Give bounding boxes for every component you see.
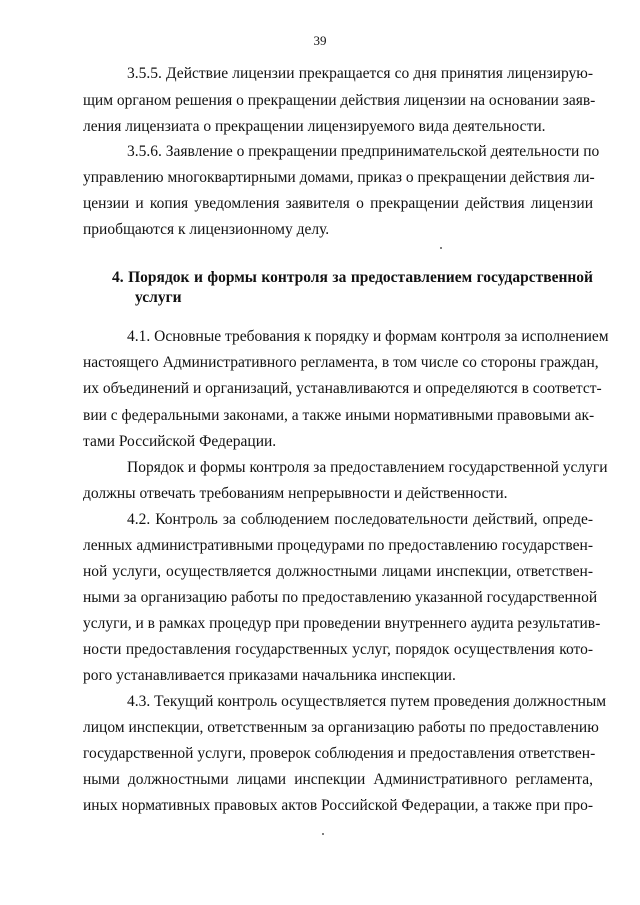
paragraph-4-2-line: 4.2. Контроль за соблюдением последовательности действий, опреде-	[127, 511, 593, 528]
paragraph-3-5-5-line: ления лицензиата о прекращении лицензируемого вида деятельности.	[83, 118, 546, 135]
paragraph-3-5-6-line: управлению многоквартирными домами, приказ о прекращении действия ли-	[83, 169, 595, 186]
paragraph-4-1-line: вии с федеральными законами, а также иными нормативными правовыми ак-	[83, 407, 595, 424]
scan-speck	[440, 247, 442, 249]
section-4-heading-line: 4. Порядок и формы контроля за предоставлением государственной	[112, 269, 593, 286]
page-number: 39	[313, 33, 327, 48]
paragraph-4-1-continued-line: Порядок и формы контроля за предоставлением государственной услуги	[127, 459, 608, 476]
paragraph-3-5-5-line: щим органом решения о прекращении действия лицензии на основании заяв-	[83, 92, 596, 109]
paragraph-4-2-line: ной услуги, осуществляется должностными лицами инспекции, ответствен-	[83, 563, 593, 580]
paragraph-4-1-line: настоящего Административного регламента, в том числе со стороны граждан,	[83, 354, 599, 371]
paragraph-4-1-line: тами Российской Федерации.	[83, 433, 277, 450]
paragraph-4-2-line: услуги, и в рамках процедур при проведении внутреннего аудита результатив-	[83, 615, 601, 632]
paragraph-4-1-line: 4.1. Основные требования к порядку и формам контроля за исполнением	[127, 328, 609, 345]
paragraph-4-2-line: ности предоставления государственных услуг, порядок осуществления кото-	[83, 641, 593, 658]
paragraph-4-1-continued-line: должны отвечать требованиям непрерывности и действенности.	[83, 485, 508, 502]
paragraph-4-2-line: ными за организацию работы по предоставлению указанной государственной	[83, 589, 598, 606]
paragraph-4-3-line: лицом инспекции, ответственным за организацию работы по предоставлению	[83, 719, 599, 736]
paragraph-4-3-line: государственной услуги, проверок соблюдения и предоставления ответствен-	[83, 745, 596, 762]
section-4-heading-line: услуги	[135, 289, 182, 306]
paragraph-4-3-line: ными должностными лицами инспекции Административного регламента,	[83, 771, 593, 788]
paragraph-3-5-5-line: 3.5.5. Действие лицензии прекращается со дня принятия лицензирую-	[127, 65, 593, 82]
paragraph-3-5-6-line: цензии и копия уведомления заявителя о прекращении действия лицензии	[83, 195, 593, 212]
paragraph-4-1-line: их объединений и организаций, устанавливаются и определяются в соответст-	[83, 380, 602, 397]
scan-speck	[322, 833, 324, 835]
paragraph-3-5-6-line: 3.5.6. Заявление о прекращении предпринимательской деятельности по	[127, 143, 600, 160]
paragraph-4-3-line: 4.3. Текущий контроль осуществляется путем проведения должностным	[127, 693, 607, 710]
paragraph-4-3-line: иных нормативных правовых актов Российской Федерации, а также при про-	[83, 797, 593, 814]
paragraph-4-2-line: рого устанавливается приказами начальника инспекции.	[83, 667, 456, 684]
paragraph-3-5-6-line: приобщаются к лицензионному делу.	[83, 221, 330, 238]
paragraph-4-2-line: ленных административными процедурами по предоставлению государствен-	[83, 537, 593, 554]
